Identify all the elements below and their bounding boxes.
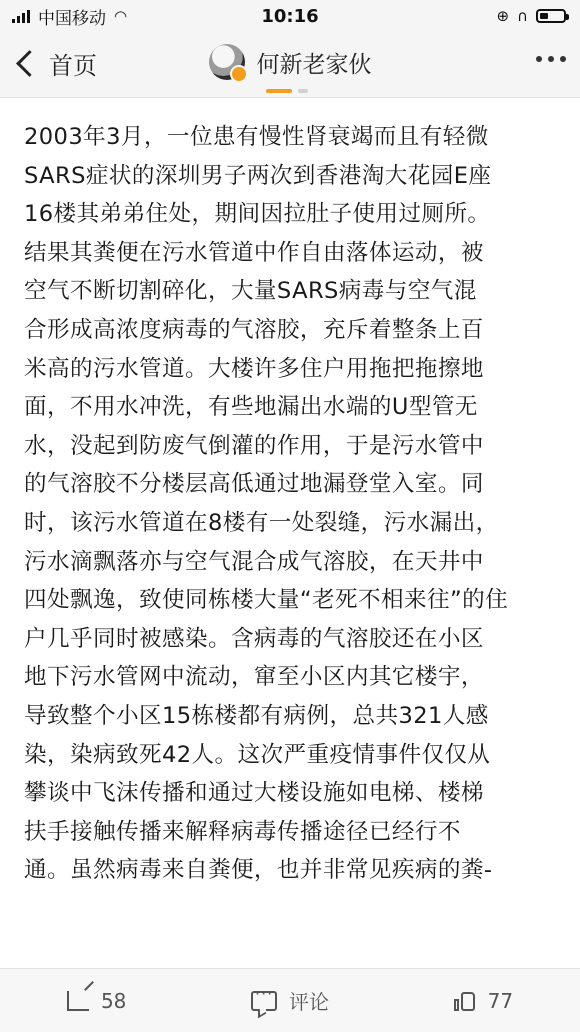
status-bar — [0, 0, 580, 32]
article-line: 水，没起到防废气倒灌的作用，于是污水管中 — [24, 432, 484, 459]
article-line: 导致整个小区15栋楼都有病例，总共321人感 — [24, 702, 489, 729]
location-icon: ⊕ — [496, 7, 510, 25]
status-left — [0, 4, 127, 29]
article-line: 结果其粪便在污水管道中作自由落体运动，被 — [24, 239, 484, 266]
article-line: 扶手接触传播来解释病毒传播途径已经行不 — [24, 818, 461, 845]
share-button[interactable] — [0, 969, 193, 1032]
article-line: 染，染病致死42人。这次严重疫情事件仅仅从 — [24, 741, 491, 768]
indicator-inactive — [298, 89, 308, 93]
battery-level — [540, 13, 548, 19]
article-line: 四处飘逸，致使同栋楼大量“老死不相来往”的住 — [24, 587, 509, 614]
article-body — [24, 118, 558, 890]
carrier-label: 中国移动 — [38, 8, 106, 29]
article-line: 通。虽然病毒来自粪便，也并非常见疾病的粪- — [24, 857, 493, 884]
share-icon — [67, 991, 89, 1011]
article-line: 污水滴飘落亦与空气混合成气溶胶，在天井中 — [24, 548, 484, 575]
battery-icon — [536, 9, 566, 23]
dot-icon — [560, 56, 566, 62]
nav-bar — [0, 32, 580, 98]
indicator-active — [266, 89, 292, 93]
like-count: 77 — [487, 988, 514, 1013]
avatar[interactable] — [209, 44, 245, 80]
share-count: 58 — [100, 988, 127, 1013]
article-line: SARS症状的深圳男子两次到香港淘大花园E座 — [24, 162, 492, 189]
article-line: 合形成高浓度病毒的气溶胶，充斥着整条上百 — [24, 316, 484, 343]
status-time: 10:16 — [261, 5, 319, 27]
more-button[interactable] — [536, 56, 566, 62]
comment-button[interactable] — [193, 969, 386, 1032]
article-line: 攀谈中飞沫传播和通过大楼设施如电梯、楼梯 — [24, 780, 484, 807]
article-line: 米高的污水管道。大楼许多住户用拖把拖擦地 — [24, 355, 484, 382]
page-indicator — [266, 89, 308, 93]
comment-icon — [251, 991, 277, 1011]
action-bar — [0, 968, 580, 1032]
article-line: 的气溶胶不分楼层高低通过地漏登堂入室。同 — [24, 471, 484, 498]
dot-icon — [536, 56, 542, 62]
signal-icon — [12, 9, 30, 23]
comment-label: 评论 — [288, 990, 329, 1014]
article-line: 户几乎同时被感染。含病毒的气溶胶还在小区 — [24, 625, 484, 652]
wifi-icon: ◠ — [114, 7, 128, 25]
back-label: 首页 — [49, 52, 97, 80]
article-line: 空气不断切割碎化，大量SARS病毒与空气混 — [24, 278, 477, 305]
article-line: 2003年3月，一位患有慢性肾衰竭而且有轻微 — [24, 124, 489, 150]
dot-icon — [548, 56, 554, 62]
article-line: 面，不用水冲洗，有些地漏出水端的U型管无 — [24, 394, 478, 421]
headphones-icon: ∩ — [517, 7, 528, 25]
thumbs-up-icon — [454, 990, 476, 1012]
page-title: 何新老家伙 — [256, 51, 372, 78]
article-line: 地下污水管网中流动，窜至小区内其它楼宇， — [24, 664, 484, 691]
like-button[interactable] — [387, 969, 580, 1032]
status-right — [496, 7, 580, 25]
article-line: 时，该污水管道在8楼有一处裂缝，污水漏出， — [24, 509, 499, 536]
nav-author[interactable] — [0, 44, 580, 80]
verified-badge-icon — [230, 65, 248, 83]
article-line: 16楼其弟弟住处，期间因拉肚子使用过厕所。 — [24, 201, 491, 228]
